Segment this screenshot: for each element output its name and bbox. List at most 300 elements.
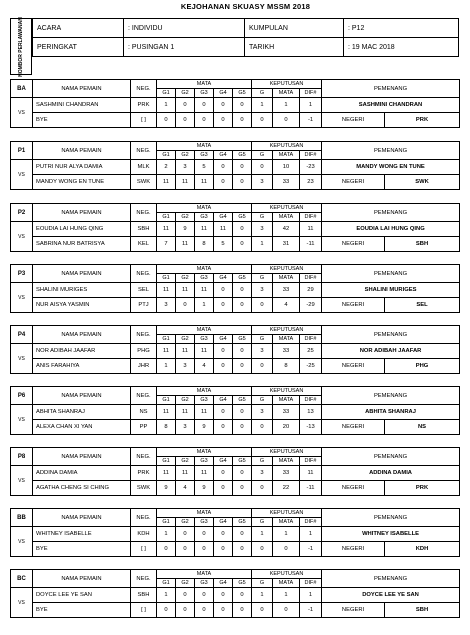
player-state: [ ]	[131, 113, 157, 128]
total-points: 22	[273, 481, 300, 496]
winner-name: WHITNEY ISABELLE	[322, 527, 460, 542]
col-kmata: MATA	[273, 213, 300, 222]
col-g3: G3	[195, 151, 214, 160]
col-mata: MATA	[157, 448, 252, 457]
game-score: 11	[157, 283, 176, 298]
game-score: 0	[233, 481, 252, 496]
col-g3: G3	[195, 457, 214, 466]
col-g: G	[252, 518, 273, 527]
game-score: 0	[176, 98, 195, 113]
col-keputusan: KEPUTUSAN	[252, 80, 322, 89]
point-difference: -1	[300, 113, 322, 128]
winner-state: PHG	[385, 359, 460, 374]
games-won: 1	[252, 527, 273, 542]
game-score: 0	[233, 237, 252, 252]
winner-name: SASHMINI CHANDRAN	[322, 98, 460, 113]
game-score: 11	[195, 175, 214, 190]
match-code: BA	[11, 80, 33, 98]
match-table	[10, 325, 460, 374]
col-dif: DIF#	[300, 274, 322, 283]
match-code: P4	[11, 326, 33, 344]
match-table	[10, 508, 460, 557]
player-state: PTJ	[131, 298, 157, 313]
col-g1: G1	[157, 518, 176, 527]
col-g4: G4	[214, 151, 233, 160]
col-g: G	[252, 457, 273, 466]
game-score: 4	[195, 359, 214, 374]
point-difference: -29	[300, 298, 322, 313]
col-g2: G2	[176, 518, 195, 527]
game-score: 11	[176, 283, 195, 298]
game-score: 0	[195, 588, 214, 603]
negeri-label: NEGERI	[322, 298, 385, 313]
total-points: 33	[273, 405, 300, 420]
col-pemenang: PEMENANG	[322, 265, 460, 283]
game-score: 3	[157, 298, 176, 313]
total-points: 0	[273, 603, 300, 618]
col-keputusan: KEPUTUSAN	[252, 142, 322, 151]
col-g3: G3	[195, 518, 214, 527]
games-won: 3	[252, 175, 273, 190]
game-score: 0	[214, 466, 233, 481]
negeri-label: NEGERI	[322, 175, 385, 190]
games-won: 1	[252, 98, 273, 113]
negeri-label: NEGERI	[322, 359, 385, 374]
col-mata: MATA	[157, 509, 252, 518]
winner-state: NS	[385, 420, 460, 435]
game-score: 0	[233, 175, 252, 190]
match-table	[10, 447, 460, 496]
page-title: KEJOHANAN SKUASY MSSM 2018	[180, 2, 311, 11]
col-dif: DIF#	[300, 213, 322, 222]
match-block	[10, 447, 459, 496]
total-points: 10	[273, 160, 300, 175]
game-score: 0	[195, 603, 214, 618]
col-mata: MATA	[157, 142, 252, 151]
match-code: P3	[11, 265, 33, 283]
player-state: SBH	[131, 222, 157, 237]
game-score: 0	[233, 466, 252, 481]
game-score: 11	[195, 405, 214, 420]
col-keputusan: KEPUTUSAN	[252, 204, 322, 213]
game-score: 0	[233, 527, 252, 542]
game-score: 1	[157, 359, 176, 374]
game-score: 11	[157, 175, 176, 190]
col-g2: G2	[176, 89, 195, 98]
player-name: AGATHA CHENG SI CHING	[33, 481, 131, 496]
player-name: ANIS FARAHIYA	[33, 359, 131, 374]
col-mata: MATA	[157, 204, 252, 213]
col-kmata: MATA	[273, 518, 300, 527]
game-score: 0	[233, 113, 252, 128]
player-state: [ ]	[131, 603, 157, 618]
game-score: 8	[195, 237, 214, 252]
col-nama: NAMA PEMAIN	[33, 265, 131, 283]
game-score: 11	[176, 344, 195, 359]
col-g5: G5	[233, 396, 252, 405]
vs-label: VS	[11, 160, 33, 190]
col-dif: DIF#	[300, 396, 322, 405]
col-g: G	[252, 213, 273, 222]
game-score: 0	[214, 113, 233, 128]
game-score: 0	[233, 298, 252, 313]
point-difference: 11	[300, 222, 322, 237]
col-g: G	[252, 396, 273, 405]
point-difference: -1	[300, 603, 322, 618]
winner-name: MANDY WONG EN TUNE	[322, 160, 460, 175]
game-score: 11	[195, 344, 214, 359]
match-code: P2	[11, 204, 33, 222]
point-difference: -11	[300, 237, 322, 252]
col-neg: NEG.	[131, 570, 157, 588]
match-block	[10, 386, 459, 435]
point-difference: -1	[300, 542, 322, 557]
point-difference: 1	[300, 98, 322, 113]
col-g5: G5	[233, 89, 252, 98]
winner-state: PRK	[385, 113, 460, 128]
player-state: KEL	[131, 237, 157, 252]
col-nama: NAMA PEMAIN	[33, 80, 131, 98]
player-name: BYE	[33, 542, 131, 557]
col-g4: G4	[214, 396, 233, 405]
game-score: 0	[176, 542, 195, 557]
col-mata: MATA	[157, 387, 252, 396]
player-name: ADDINA DAMIA	[33, 466, 131, 481]
col-dif: DIF#	[300, 335, 322, 344]
col-g: G	[252, 579, 273, 588]
col-dif: DIF#	[300, 89, 322, 98]
total-points: 0	[273, 113, 300, 128]
winner-name: ABHITA SHANRAJ	[322, 405, 460, 420]
match-block	[10, 325, 459, 374]
col-mata: MATA	[157, 265, 252, 274]
game-score: 2	[157, 160, 176, 175]
col-g: G	[252, 89, 273, 98]
game-score: 0	[214, 175, 233, 190]
col-pemenang: PEMENANG	[322, 570, 460, 588]
event-info-table	[32, 18, 459, 76]
point-difference: 13	[300, 405, 322, 420]
col-g5: G5	[233, 213, 252, 222]
col-neg: NEG.	[131, 142, 157, 160]
col-g5: G5	[233, 518, 252, 527]
winner-state: KDH	[385, 542, 460, 557]
games-won: 3	[252, 222, 273, 237]
point-difference: 1	[300, 588, 322, 603]
col-g4: G4	[214, 579, 233, 588]
game-score: 9	[157, 481, 176, 496]
col-keputusan: KEPUTUSAN	[252, 387, 322, 396]
player-name: MANDY WONG EN TUNE	[33, 175, 131, 190]
negeri-label: NEGERI	[322, 542, 385, 557]
col-g2: G2	[176, 213, 195, 222]
match-number-label: NOMBOR PERLAWANAN	[10, 18, 32, 75]
player-state: MLK	[131, 160, 157, 175]
total-points: 1	[273, 98, 300, 113]
game-score: 0	[214, 405, 233, 420]
game-score: 0	[214, 420, 233, 435]
game-score: 11	[176, 466, 195, 481]
player-state: PRK	[131, 466, 157, 481]
game-score: 0	[195, 113, 214, 128]
col-nama: NAMA PEMAIN	[33, 448, 131, 466]
player-state: SWK	[131, 175, 157, 190]
player-state: [ ]	[131, 542, 157, 557]
col-mata: MATA	[157, 570, 252, 579]
vs-label: VS	[11, 466, 33, 496]
col-neg: NEG.	[131, 326, 157, 344]
tarikh-value: : 19 MAC 2018	[344, 38, 459, 57]
col-kmata: MATA	[273, 457, 300, 466]
game-score: 0	[233, 420, 252, 435]
winner-state: SEL	[385, 298, 460, 313]
game-score: 1	[157, 588, 176, 603]
game-score: 0	[214, 527, 233, 542]
game-score: 0	[233, 222, 252, 237]
player-name: NUR AISYA YASMIN	[33, 298, 131, 313]
match-table	[10, 141, 460, 190]
game-score: 3	[176, 420, 195, 435]
col-g5: G5	[233, 274, 252, 283]
acara-value: : INDIVIDU	[124, 19, 245, 38]
game-score: 3	[176, 160, 195, 175]
game-score: 8	[157, 420, 176, 435]
col-pemenang: PEMENANG	[322, 509, 460, 527]
winner-name: SHALINI MURIGES	[322, 283, 460, 298]
games-won: 0	[252, 298, 273, 313]
game-score: 0	[214, 481, 233, 496]
player-name: ABHITA SHANRAJ	[33, 405, 131, 420]
tarikh-label: TARIKH	[245, 38, 344, 57]
col-g: G	[252, 274, 273, 283]
col-g4: G4	[214, 89, 233, 98]
col-nama: NAMA PEMAIN	[33, 509, 131, 527]
game-score: 0	[233, 588, 252, 603]
point-difference: -13	[300, 420, 322, 435]
game-score: 1	[157, 98, 176, 113]
game-score: 11	[195, 222, 214, 237]
winner-state: SBH	[385, 237, 460, 252]
games-won: 0	[252, 160, 273, 175]
game-score: 0	[233, 98, 252, 113]
player-name: SABRINA NUR BATRISYA	[33, 237, 131, 252]
negeri-label: NEGERI	[322, 420, 385, 435]
col-g1: G1	[157, 335, 176, 344]
game-score: 0	[233, 160, 252, 175]
match-code: BB	[11, 509, 33, 527]
col-g4: G4	[214, 518, 233, 527]
game-score: 0	[176, 113, 195, 128]
col-pemenang: PEMENANG	[322, 80, 460, 98]
winner-state: PRK	[385, 481, 460, 496]
col-mata: MATA	[157, 80, 252, 89]
col-keputusan: KEPUTUSAN	[252, 265, 322, 274]
col-g2: G2	[176, 579, 195, 588]
player-name: SASHMINI CHANDRAN	[33, 98, 131, 113]
match-table	[10, 79, 460, 128]
col-g3: G3	[195, 396, 214, 405]
total-points: 42	[273, 222, 300, 237]
col-dif: DIF#	[300, 457, 322, 466]
match-block	[10, 508, 459, 557]
negeri-label: NEGERI	[322, 481, 385, 496]
point-difference: 25	[300, 344, 322, 359]
negeri-label: NEGERI	[322, 113, 385, 128]
col-neg: NEG.	[131, 265, 157, 283]
game-score: 11	[157, 405, 176, 420]
games-won: 1	[252, 237, 273, 252]
game-score: 0	[233, 283, 252, 298]
col-g1: G1	[157, 396, 176, 405]
total-points: 1	[273, 527, 300, 542]
player-state: PP	[131, 420, 157, 435]
player-name: SHALINI MURIGES	[33, 283, 131, 298]
col-g3: G3	[195, 335, 214, 344]
total-points: 8	[273, 359, 300, 374]
col-g4: G4	[214, 457, 233, 466]
winner-name: ADDINA DAMIA	[322, 466, 460, 481]
game-score: 0	[195, 98, 214, 113]
col-g3: G3	[195, 274, 214, 283]
col-g4: G4	[214, 213, 233, 222]
game-score: 0	[233, 359, 252, 374]
player-state: SBH	[131, 588, 157, 603]
col-keputusan: KEPUTUSAN	[252, 509, 322, 518]
match-block	[10, 569, 459, 618]
point-difference: 11	[300, 466, 322, 481]
col-pemenang: PEMENANG	[322, 326, 460, 344]
col-nama: NAMA PEMAIN	[33, 326, 131, 344]
player-name: WHITNEY ISABELLE	[33, 527, 131, 542]
col-neg: NEG.	[131, 509, 157, 527]
game-score: 0	[157, 603, 176, 618]
col-nama: NAMA PEMAIN	[33, 142, 131, 160]
col-g: G	[252, 335, 273, 344]
game-score: 0	[214, 603, 233, 618]
col-kmata: MATA	[273, 579, 300, 588]
winner-state: SWK	[385, 175, 460, 190]
point-difference: 23	[300, 175, 322, 190]
game-score: 0	[195, 527, 214, 542]
col-dif: DIF#	[300, 151, 322, 160]
game-score: 11	[157, 466, 176, 481]
col-nama: NAMA PEMAIN	[33, 387, 131, 405]
col-g2: G2	[176, 335, 195, 344]
col-g2: G2	[176, 274, 195, 283]
col-kmata: MATA	[273, 335, 300, 344]
player-state: PHG	[131, 344, 157, 359]
match-block	[10, 264, 459, 313]
negeri-label: NEGERI	[322, 237, 385, 252]
header	[10, 0, 459, 75]
total-points: 33	[273, 344, 300, 359]
game-score: 4	[176, 481, 195, 496]
game-score: 1	[195, 298, 214, 313]
match-code: P6	[11, 387, 33, 405]
point-difference: -25	[300, 359, 322, 374]
match-block	[10, 141, 459, 190]
point-difference: -23	[300, 160, 322, 175]
game-score: 0	[233, 542, 252, 557]
negeri-label: NEGERI	[322, 603, 385, 618]
total-points: 33	[273, 283, 300, 298]
game-score: 11	[195, 466, 214, 481]
col-g5: G5	[233, 579, 252, 588]
kumpulan-value: : P12	[344, 19, 459, 38]
vs-label: VS	[11, 405, 33, 435]
game-score: 0	[214, 344, 233, 359]
col-pemenang: PEMENANG	[322, 448, 460, 466]
games-won: 0	[252, 113, 273, 128]
kumpulan-label: KUMPULAN	[245, 19, 344, 38]
game-score: 0	[214, 298, 233, 313]
peringkat-value: : PUSINGAN 1	[124, 38, 245, 57]
col-kmata: MATA	[273, 274, 300, 283]
col-g1: G1	[157, 213, 176, 222]
vs-label: VS	[11, 283, 33, 313]
games-won: 0	[252, 420, 273, 435]
col-nama: NAMA PEMAIN	[33, 570, 131, 588]
game-score: 0	[214, 283, 233, 298]
col-g3: G3	[195, 89, 214, 98]
game-score: 0	[214, 542, 233, 557]
game-score: 0	[214, 160, 233, 175]
total-points: 33	[273, 466, 300, 481]
games-won: 3	[252, 283, 273, 298]
games-won: 3	[252, 405, 273, 420]
game-score: 9	[195, 481, 214, 496]
game-score: 11	[195, 283, 214, 298]
col-g3: G3	[195, 579, 214, 588]
point-difference: -11	[300, 481, 322, 496]
game-score: 0	[176, 588, 195, 603]
col-kmata: MATA	[273, 89, 300, 98]
col-g1: G1	[157, 579, 176, 588]
player-name: BYE	[33, 603, 131, 618]
match-code: P8	[11, 448, 33, 466]
player-name: PUTRI NUR ALYA DAMIA	[33, 160, 131, 175]
match-code: P1	[11, 142, 33, 160]
col-nama: NAMA PEMAIN	[33, 204, 131, 222]
winner-state: SBH	[385, 603, 460, 618]
games-won: 3	[252, 344, 273, 359]
game-score: 11	[176, 405, 195, 420]
col-g1: G1	[157, 457, 176, 466]
col-keputusan: KEPUTUSAN	[252, 570, 322, 579]
col-kmata: MATA	[273, 396, 300, 405]
col-g5: G5	[233, 335, 252, 344]
col-g5: G5	[233, 151, 252, 160]
col-pemenang: PEMENANG	[322, 142, 460, 160]
col-dif: DIF#	[300, 579, 322, 588]
col-mata: MATA	[157, 326, 252, 335]
games-won: 0	[252, 359, 273, 374]
col-g2: G2	[176, 396, 195, 405]
col-g2: G2	[176, 151, 195, 160]
winner-name: EOUDIA LAI HUNG QING	[322, 222, 460, 237]
game-score: 0	[157, 542, 176, 557]
col-g1: G1	[157, 274, 176, 283]
col-neg: NEG.	[131, 387, 157, 405]
game-score: 11	[214, 222, 233, 237]
game-score: 9	[176, 222, 195, 237]
point-difference: 1	[300, 527, 322, 542]
game-score: 5	[214, 237, 233, 252]
game-score: 0	[233, 405, 252, 420]
player-name: DOYCE LEE YE SAN	[33, 588, 131, 603]
vs-label: VS	[11, 344, 33, 374]
total-points: 20	[273, 420, 300, 435]
